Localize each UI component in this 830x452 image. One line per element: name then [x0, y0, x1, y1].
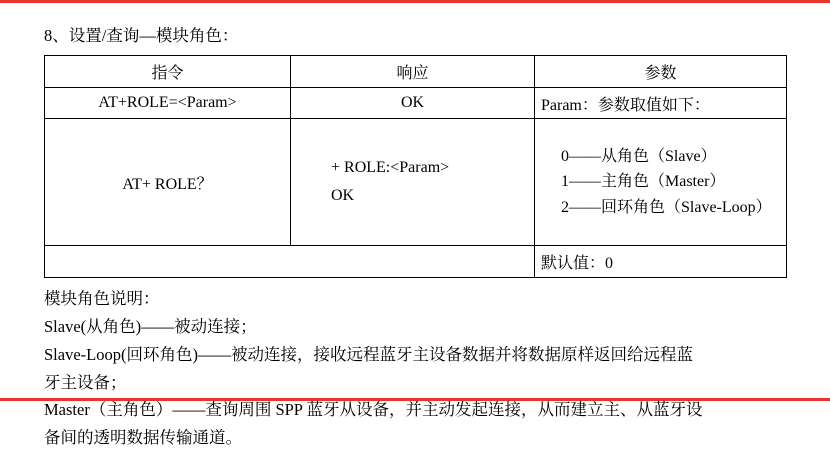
- cell-param-values: [535, 119, 787, 246]
- cell-param-title: Param：参数取值如下：: [535, 88, 787, 119]
- cell-response-query: [291, 119, 535, 246]
- section-title: 8、设置/查询—模块角色：: [44, 26, 239, 45]
- notes-line-slave-loop-cont: 牙主设备；: [44, 372, 127, 392]
- param-option-slave: 0——从角色（Slave）: [561, 147, 717, 165]
- table-row-default: [45, 246, 787, 278]
- response-line-1: + ROLE:<Param>: [331, 159, 450, 177]
- table-row: [45, 88, 787, 119]
- param-option-master: 1——主角色（Master）: [561, 173, 726, 191]
- table-header-response: 响应: [291, 56, 535, 88]
- notes-line-slave: Slave(从角色)——被动连接；: [44, 317, 257, 337]
- notes-line-master: Master（主角色）——查询周围 SPP 蓝牙从设备，并主动发起连接，从而建立主、从蓝牙设: [44, 400, 703, 420]
- table-header-parameter: 参数: [535, 56, 787, 88]
- param-option-slave-loop: 2——回环角色（Slave-Loop）: [561, 199, 772, 217]
- table-header-command: 指令: [45, 56, 291, 88]
- document-content: [0, 3, 830, 448]
- role-description-notes: [44, 286, 804, 451]
- notes-line-master-cont: 备间的透明数据传输通道。: [44, 428, 242, 448]
- response-line-2: OK: [331, 187, 355, 205]
- cell-empty-command: [45, 246, 291, 278]
- cell-response-ok: OK: [291, 88, 535, 119]
- notes-line-slave-loop: Slave-Loop(回环角色)——被动连接，接收远程蓝牙主设备数据并将数据原样返回给远程蓝: [44, 344, 693, 364]
- cell-command-set-role: AT+ROLE=<Param>: [45, 88, 291, 119]
- cell-empty-response: [291, 246, 535, 278]
- table-header-row: [45, 56, 787, 88]
- cell-param-default: 默认值：0: [535, 246, 787, 278]
- role-command-table: [44, 55, 787, 278]
- cell-command-query-role: AT+ ROLE？: [45, 119, 291, 246]
- notes-heading: 模块角色说明：: [44, 289, 160, 309]
- table-row: [45, 119, 787, 246]
